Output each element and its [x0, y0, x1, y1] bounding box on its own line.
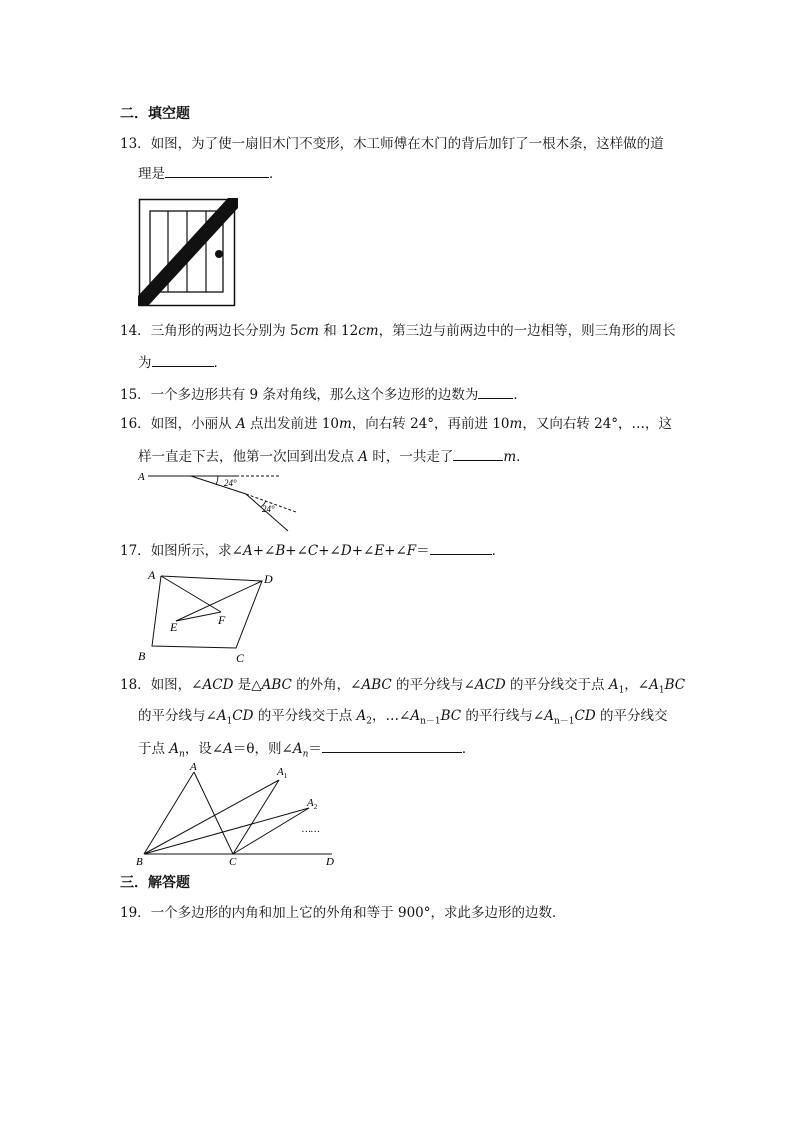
- unit: cm: [358, 323, 379, 339]
- question-text: 如图所示，求∠: [150, 543, 243, 559]
- point-label-b: B: [136, 856, 143, 868]
- answer-blank: [165, 163, 269, 178]
- answer-blank: [322, 738, 462, 753]
- question-number: 15．: [120, 387, 151, 403]
- question-text: 的平分线交于点: [253, 708, 357, 724]
- point-label-b: B: [138, 649, 146, 663]
- question-text: ＝θ，则∠: [232, 741, 293, 757]
- math-term: A: [216, 708, 227, 724]
- angle-label: 24°: [262, 504, 275, 514]
- question-text: 和 12: [318, 323, 359, 339]
- question-number: 16．: [120, 416, 151, 432]
- math-term: BC: [664, 677, 686, 693]
- math-term: ACD: [474, 677, 506, 693]
- question-number: 17．: [120, 543, 151, 559]
- point-label-a2: $A_2$: [307, 797, 318, 811]
- point-label-d: D: [264, 572, 273, 586]
- question-text: 的平分线与∠: [138, 708, 217, 724]
- answer-blank: [430, 540, 492, 555]
- question-text: ．: [269, 166, 283, 182]
- question-text: 如图，∠: [150, 677, 203, 693]
- question-text: 的平行线与∠: [461, 708, 545, 724]
- point-label-c: C: [229, 856, 237, 868]
- question-19: [120, 903, 566, 923]
- question-text: 的平分线与∠: [391, 677, 475, 693]
- point-label: A: [235, 416, 246, 432]
- point-label-a: A: [190, 761, 197, 773]
- question-text: ，∠: [624, 677, 650, 693]
- question-text: 的平分线交于点: [505, 677, 609, 693]
- door-figure: [138, 198, 238, 308]
- section-heading-solve: 三．解答题: [120, 875, 190, 891]
- question-number: 18．: [120, 677, 151, 693]
- unit: cm: [298, 323, 319, 339]
- math-term: ABC: [261, 677, 292, 693]
- subscript: n－1: [420, 716, 441, 727]
- point-label-a: A: [148, 568, 156, 582]
- math-term: A: [292, 741, 303, 757]
- question-14-line-2: [138, 352, 227, 373]
- point-label-d: D: [326, 856, 334, 868]
- point-label-c: C: [236, 651, 245, 665]
- math-term: CD: [574, 708, 596, 724]
- math-term: A: [608, 677, 619, 693]
- question-text: ．: [516, 449, 530, 465]
- question-text: 如图，小丽从: [150, 416, 236, 432]
- unit: m: [503, 449, 517, 465]
- math-term: A: [356, 708, 367, 724]
- question-text: 一个多边形共有 9 条对角线，那么这个多边形的边数为: [150, 387, 479, 403]
- section-heading-fill: 二．填空题: [120, 106, 190, 122]
- path-figure: [136, 468, 306, 538]
- math-term: A: [544, 708, 554, 724]
- subscript: 1: [226, 716, 233, 727]
- question-text: ．: [513, 387, 527, 403]
- question-text: 的平分线交: [595, 708, 668, 724]
- question-text: 是△: [233, 677, 262, 693]
- question-text: ．: [213, 355, 227, 371]
- math-term: ABC: [361, 677, 392, 693]
- math-term: A: [223, 741, 233, 757]
- math-term: A: [649, 677, 659, 693]
- unit: m: [509, 416, 523, 432]
- question-13-line-2: [138, 163, 283, 184]
- question-text: 如图，为了使一扇旧木门不变形，木工师傅在木门的背后加钉了一根木条，这样做的道: [150, 136, 664, 152]
- math-term: BC: [440, 708, 462, 724]
- question-text: ，设∠: [184, 741, 224, 757]
- question-14-line-1: [120, 321, 676, 341]
- point-label-a1: $A_1$: [277, 766, 288, 780]
- question-text: 的外角，∠: [291, 677, 362, 693]
- question-16-line-2: [138, 446, 530, 467]
- question-text: 样一直走下去，他第一次回到出发点: [138, 449, 359, 465]
- question-text: ．: [461, 741, 476, 757]
- question-15: [120, 384, 527, 405]
- math-expression: A+∠B+∠C+∠D+∠E+∠F: [243, 543, 417, 559]
- question-text: 理是: [138, 166, 165, 182]
- math-term: CD: [232, 708, 254, 724]
- answer-blank: [478, 384, 513, 399]
- question-number: 14．: [120, 323, 151, 339]
- subscript: 2: [366, 716, 373, 727]
- question-text: 一个多边形的内角和加上它的外角和等于 900°，求此多边形的边数．: [150, 905, 566, 921]
- point-label: A: [358, 449, 369, 465]
- unit: m: [339, 416, 352, 432]
- question-text: ＝: [308, 741, 322, 757]
- subscript: 1: [658, 685, 665, 696]
- question-text: 为: [138, 355, 152, 371]
- question-text: ，第三边与前两边中的一边相等，则三角形的周长: [378, 323, 676, 339]
- answer-blank: [453, 446, 503, 461]
- subscript: n: [179, 749, 185, 760]
- question-13-line-1: [120, 134, 664, 154]
- subscript: 1: [618, 685, 625, 696]
- question-18-line-1: [120, 675, 685, 701]
- angle-label: 24°: [224, 478, 237, 488]
- question-18-line-2: [138, 706, 667, 732]
- question-text: 时，一共走了: [368, 449, 454, 465]
- question-text: 点出发前进 10: [245, 416, 339, 432]
- math-term: A: [410, 708, 421, 724]
- question-16-line-1: [120, 414, 672, 434]
- math-term: ACD: [202, 677, 234, 693]
- angle-sum-figure: [136, 566, 286, 668]
- subscript: n: [302, 749, 309, 760]
- ellipsis: ……: [302, 824, 320, 835]
- question-text: ，又向右转 24°，…，这: [522, 416, 673, 432]
- answer-blank: [152, 352, 214, 367]
- subscript: n－1: [554, 716, 575, 727]
- math-term: A: [169, 741, 180, 757]
- question-text: ．: [491, 543, 506, 559]
- question-text: ，向右转 24°，再前进 10: [351, 416, 510, 432]
- question-number: 19．: [120, 905, 151, 921]
- point-label-f: F: [218, 613, 226, 627]
- point-label-a: A: [138, 471, 145, 483]
- question-number: 13．: [120, 136, 151, 152]
- question-text: 于点: [138, 741, 170, 757]
- question-text: ＝: [416, 543, 430, 559]
- point-label-e: E: [170, 620, 178, 634]
- question-text: ，…∠: [372, 708, 411, 724]
- question-text: 三角形的两边长分别为 5: [150, 323, 299, 339]
- bisector-figure: [136, 760, 342, 868]
- question-17: [120, 540, 505, 561]
